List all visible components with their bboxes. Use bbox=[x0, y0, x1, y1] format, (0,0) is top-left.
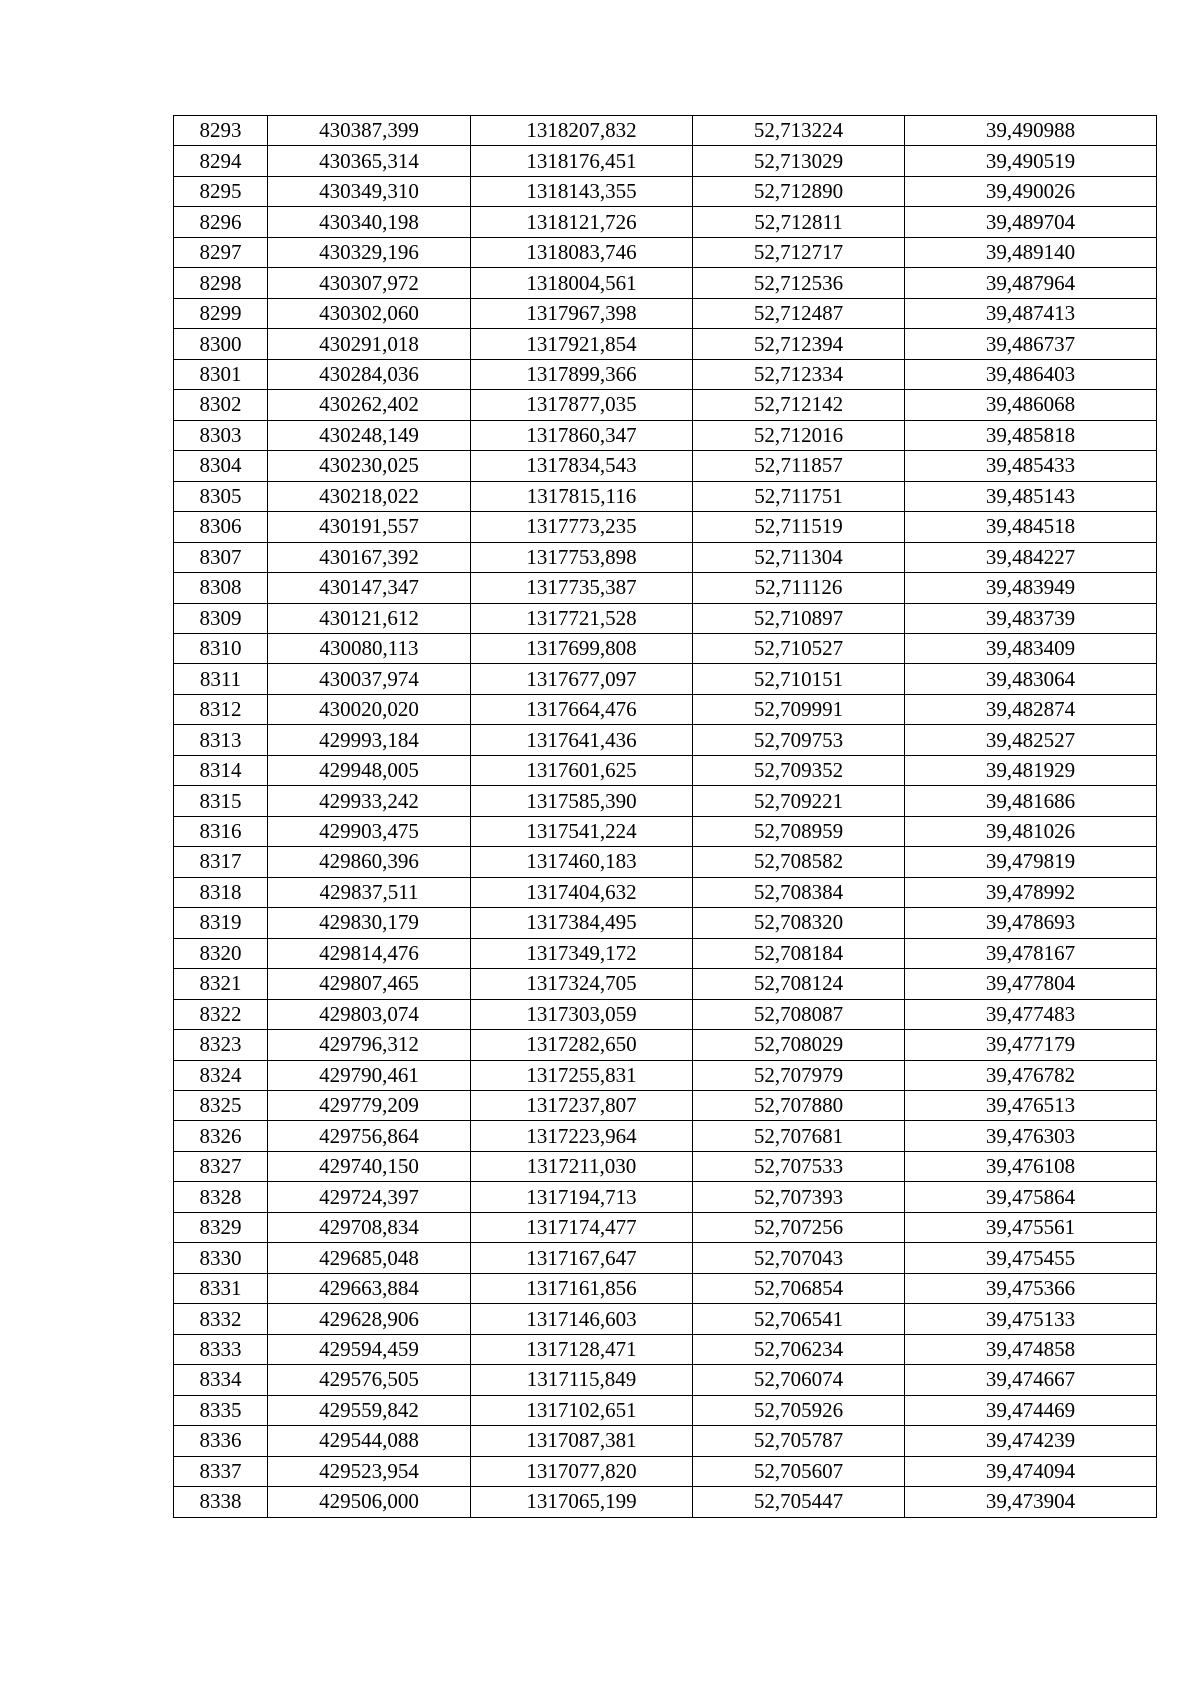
latitude-cell: 52,707979 bbox=[693, 1060, 905, 1090]
longitude-cell: 39,485818 bbox=[905, 420, 1157, 450]
y-coordinate-cell: 1317834,543 bbox=[471, 451, 693, 481]
longitude-cell: 39,487413 bbox=[905, 298, 1157, 328]
latitude-cell: 52,711126 bbox=[693, 573, 905, 603]
longitude-cell: 39,474239 bbox=[905, 1426, 1157, 1456]
x-coordinate-cell: 429628,906 bbox=[268, 1304, 471, 1334]
y-coordinate-cell: 1317282,650 bbox=[471, 1030, 693, 1060]
longitude-cell: 39,474667 bbox=[905, 1365, 1157, 1395]
y-coordinate-cell: 1317194,713 bbox=[471, 1182, 693, 1212]
y-coordinate-cell: 1317087,381 bbox=[471, 1426, 693, 1456]
y-coordinate-cell: 1318143,355 bbox=[471, 176, 693, 206]
table-row bbox=[174, 938, 1157, 968]
table-row bbox=[174, 390, 1157, 420]
y-coordinate-cell: 1317664,476 bbox=[471, 694, 693, 724]
latitude-cell: 52,708959 bbox=[693, 816, 905, 846]
latitude-cell: 52,706234 bbox=[693, 1334, 905, 1364]
point-number-cell: 8324 bbox=[174, 1060, 268, 1090]
x-coordinate-cell: 429708,834 bbox=[268, 1212, 471, 1242]
point-number-cell: 8326 bbox=[174, 1121, 268, 1151]
point-number-cell: 8330 bbox=[174, 1243, 268, 1273]
y-coordinate-cell: 1317735,387 bbox=[471, 573, 693, 603]
table-row bbox=[174, 573, 1157, 603]
latitude-cell: 52,705926 bbox=[693, 1395, 905, 1425]
point-number-cell: 8314 bbox=[174, 755, 268, 785]
point-number-cell: 8327 bbox=[174, 1151, 268, 1181]
y-coordinate-cell: 1318207,832 bbox=[471, 116, 693, 146]
longitude-cell: 39,478693 bbox=[905, 908, 1157, 938]
longitude-cell: 39,485433 bbox=[905, 451, 1157, 481]
longitude-cell: 39,478167 bbox=[905, 938, 1157, 968]
x-coordinate-cell: 430307,972 bbox=[268, 268, 471, 298]
latitude-cell: 52,708582 bbox=[693, 847, 905, 877]
longitude-cell: 39,476513 bbox=[905, 1091, 1157, 1121]
x-coordinate-cell: 429740,150 bbox=[268, 1151, 471, 1181]
y-coordinate-cell: 1317721,528 bbox=[471, 603, 693, 633]
latitude-cell: 52,707043 bbox=[693, 1243, 905, 1273]
latitude-cell: 52,711304 bbox=[693, 542, 905, 572]
table-row bbox=[174, 755, 1157, 785]
y-coordinate-cell: 1317128,471 bbox=[471, 1334, 693, 1364]
y-coordinate-cell: 1317601,625 bbox=[471, 755, 693, 785]
x-coordinate-cell: 430121,612 bbox=[268, 603, 471, 633]
point-number-cell: 8328 bbox=[174, 1182, 268, 1212]
table-row bbox=[174, 633, 1157, 663]
latitude-cell: 52,712394 bbox=[693, 329, 905, 359]
longitude-cell: 39,477804 bbox=[905, 969, 1157, 999]
y-coordinate-cell: 1317404,632 bbox=[471, 877, 693, 907]
latitude-cell: 52,712890 bbox=[693, 176, 905, 206]
y-coordinate-cell: 1317102,651 bbox=[471, 1395, 693, 1425]
longitude-cell: 39,487964 bbox=[905, 268, 1157, 298]
y-coordinate-cell: 1317255,831 bbox=[471, 1060, 693, 1090]
x-coordinate-cell: 429933,242 bbox=[268, 786, 471, 816]
table-row bbox=[174, 1060, 1157, 1090]
point-number-cell: 8322 bbox=[174, 999, 268, 1029]
longitude-cell: 39,474858 bbox=[905, 1334, 1157, 1364]
latitude-cell: 52,708029 bbox=[693, 1030, 905, 1060]
table-row bbox=[174, 512, 1157, 542]
point-number-cell: 8337 bbox=[174, 1456, 268, 1486]
latitude-cell: 52,709991 bbox=[693, 694, 905, 724]
point-number-cell: 8317 bbox=[174, 847, 268, 877]
longitude-cell: 39,474469 bbox=[905, 1395, 1157, 1425]
table-row bbox=[174, 451, 1157, 481]
latitude-cell: 52,711751 bbox=[693, 481, 905, 511]
latitude-cell: 52,705607 bbox=[693, 1456, 905, 1486]
y-coordinate-cell: 1317921,854 bbox=[471, 329, 693, 359]
x-coordinate-cell: 429814,476 bbox=[268, 938, 471, 968]
x-coordinate-cell: 430248,149 bbox=[268, 420, 471, 450]
latitude-cell: 52,713029 bbox=[693, 146, 905, 176]
longitude-cell: 39,489704 bbox=[905, 207, 1157, 237]
y-coordinate-cell: 1317303,059 bbox=[471, 999, 693, 1029]
point-number-cell: 8325 bbox=[174, 1091, 268, 1121]
point-number-cell: 8310 bbox=[174, 633, 268, 663]
y-coordinate-cell: 1317077,820 bbox=[471, 1456, 693, 1486]
latitude-cell: 52,705787 bbox=[693, 1426, 905, 1456]
x-coordinate-cell: 429803,074 bbox=[268, 999, 471, 1029]
longitude-cell: 39,486403 bbox=[905, 359, 1157, 389]
x-coordinate-cell: 430167,392 bbox=[268, 542, 471, 572]
y-coordinate-cell: 1317384,495 bbox=[471, 908, 693, 938]
point-number-cell: 8323 bbox=[174, 1030, 268, 1060]
longitude-cell: 39,475366 bbox=[905, 1273, 1157, 1303]
y-coordinate-cell: 1317967,398 bbox=[471, 298, 693, 328]
x-coordinate-cell: 429903,475 bbox=[268, 816, 471, 846]
longitude-cell: 39,476108 bbox=[905, 1151, 1157, 1181]
x-coordinate-cell: 429523,954 bbox=[268, 1456, 471, 1486]
latitude-cell: 52,709352 bbox=[693, 755, 905, 785]
y-coordinate-cell: 1317641,436 bbox=[471, 725, 693, 755]
coordinates-table bbox=[173, 115, 1157, 1518]
latitude-cell: 52,712487 bbox=[693, 298, 905, 328]
latitude-cell: 52,707533 bbox=[693, 1151, 905, 1181]
y-coordinate-cell: 1317324,705 bbox=[471, 969, 693, 999]
longitude-cell: 39,478992 bbox=[905, 877, 1157, 907]
x-coordinate-cell: 430191,557 bbox=[268, 512, 471, 542]
table-row bbox=[174, 725, 1157, 755]
longitude-cell: 39,475455 bbox=[905, 1243, 1157, 1273]
latitude-cell: 52,707256 bbox=[693, 1212, 905, 1242]
x-coordinate-cell: 429594,459 bbox=[268, 1334, 471, 1364]
latitude-cell: 52,708384 bbox=[693, 877, 905, 907]
longitude-cell: 39,486068 bbox=[905, 390, 1157, 420]
table-row bbox=[174, 542, 1157, 572]
x-coordinate-cell: 429685,048 bbox=[268, 1243, 471, 1273]
latitude-cell: 52,709753 bbox=[693, 725, 905, 755]
table-row bbox=[174, 1304, 1157, 1334]
latitude-cell: 52,712717 bbox=[693, 237, 905, 267]
point-number-cell: 8307 bbox=[174, 542, 268, 572]
point-number-cell: 8319 bbox=[174, 908, 268, 938]
longitude-cell: 39,483949 bbox=[905, 573, 1157, 603]
x-coordinate-cell: 429506,000 bbox=[268, 1487, 471, 1517]
latitude-cell: 52,707880 bbox=[693, 1091, 905, 1121]
point-number-cell: 8294 bbox=[174, 146, 268, 176]
point-number-cell: 8293 bbox=[174, 116, 268, 146]
x-coordinate-cell: 429576,505 bbox=[268, 1365, 471, 1395]
point-number-cell: 8296 bbox=[174, 207, 268, 237]
latitude-cell: 52,712811 bbox=[693, 207, 905, 237]
coordinates-table-body bbox=[174, 116, 1157, 1518]
table-row bbox=[174, 237, 1157, 267]
y-coordinate-cell: 1317815,116 bbox=[471, 481, 693, 511]
table-row bbox=[174, 1273, 1157, 1303]
x-coordinate-cell: 430291,018 bbox=[268, 329, 471, 359]
point-number-cell: 8321 bbox=[174, 969, 268, 999]
latitude-cell: 52,706541 bbox=[693, 1304, 905, 1334]
x-coordinate-cell: 430365,314 bbox=[268, 146, 471, 176]
x-coordinate-cell: 430218,022 bbox=[268, 481, 471, 511]
x-coordinate-cell: 429790,461 bbox=[268, 1060, 471, 1090]
longitude-cell: 39,475864 bbox=[905, 1182, 1157, 1212]
longitude-cell: 39,477179 bbox=[905, 1030, 1157, 1060]
x-coordinate-cell: 429544,088 bbox=[268, 1426, 471, 1456]
table-row bbox=[174, 1182, 1157, 1212]
longitude-cell: 39,481026 bbox=[905, 816, 1157, 846]
longitude-cell: 39,490026 bbox=[905, 176, 1157, 206]
table-row bbox=[174, 786, 1157, 816]
table-row bbox=[174, 1395, 1157, 1425]
point-number-cell: 8295 bbox=[174, 176, 268, 206]
y-coordinate-cell: 1317065,199 bbox=[471, 1487, 693, 1517]
table-row bbox=[174, 603, 1157, 633]
table-row bbox=[174, 268, 1157, 298]
longitude-cell: 39,482874 bbox=[905, 694, 1157, 724]
x-coordinate-cell: 430080,113 bbox=[268, 633, 471, 663]
point-number-cell: 8305 bbox=[174, 481, 268, 511]
y-coordinate-cell: 1318004,561 bbox=[471, 268, 693, 298]
latitude-cell: 52,708184 bbox=[693, 938, 905, 968]
point-number-cell: 8304 bbox=[174, 451, 268, 481]
latitude-cell: 52,708087 bbox=[693, 999, 905, 1029]
y-coordinate-cell: 1317541,224 bbox=[471, 816, 693, 846]
latitude-cell: 52,711519 bbox=[693, 512, 905, 542]
latitude-cell: 52,708124 bbox=[693, 969, 905, 999]
x-coordinate-cell: 429837,511 bbox=[268, 877, 471, 907]
longitude-cell: 39,483064 bbox=[905, 664, 1157, 694]
latitude-cell: 52,709221 bbox=[693, 786, 905, 816]
table-row bbox=[174, 1365, 1157, 1395]
table-row bbox=[174, 207, 1157, 237]
latitude-cell: 52,710527 bbox=[693, 633, 905, 663]
y-coordinate-cell: 1317860,347 bbox=[471, 420, 693, 450]
longitude-cell: 39,474094 bbox=[905, 1456, 1157, 1486]
table-row bbox=[174, 1212, 1157, 1242]
longitude-cell: 39,483409 bbox=[905, 633, 1157, 663]
table-row bbox=[174, 999, 1157, 1029]
table-row bbox=[174, 877, 1157, 907]
table-row bbox=[174, 1091, 1157, 1121]
point-number-cell: 8300 bbox=[174, 329, 268, 359]
point-number-cell: 8313 bbox=[174, 725, 268, 755]
x-coordinate-cell: 430037,974 bbox=[268, 664, 471, 694]
x-coordinate-cell: 430302,060 bbox=[268, 298, 471, 328]
point-number-cell: 8308 bbox=[174, 573, 268, 603]
y-coordinate-cell: 1318176,451 bbox=[471, 146, 693, 176]
table-row bbox=[174, 816, 1157, 846]
table-row bbox=[174, 359, 1157, 389]
table-row bbox=[174, 1030, 1157, 1060]
longitude-cell: 39,483739 bbox=[905, 603, 1157, 633]
y-coordinate-cell: 1317773,235 bbox=[471, 512, 693, 542]
y-coordinate-cell: 1317460,183 bbox=[471, 847, 693, 877]
latitude-cell: 52,705447 bbox=[693, 1487, 905, 1517]
y-coordinate-cell: 1317677,097 bbox=[471, 664, 693, 694]
latitude-cell: 52,710897 bbox=[693, 603, 905, 633]
table-row bbox=[174, 1243, 1157, 1273]
table-row bbox=[174, 329, 1157, 359]
y-coordinate-cell: 1317349,172 bbox=[471, 938, 693, 968]
point-number-cell: 8318 bbox=[174, 877, 268, 907]
table-row bbox=[174, 664, 1157, 694]
table-row bbox=[174, 298, 1157, 328]
y-coordinate-cell: 1317115,849 bbox=[471, 1365, 693, 1395]
point-number-cell: 8311 bbox=[174, 664, 268, 694]
y-coordinate-cell: 1318083,746 bbox=[471, 237, 693, 267]
longitude-cell: 39,489140 bbox=[905, 237, 1157, 267]
table-row bbox=[174, 969, 1157, 999]
point-number-cell: 8312 bbox=[174, 694, 268, 724]
latitude-cell: 52,711857 bbox=[693, 451, 905, 481]
longitude-cell: 39,473904 bbox=[905, 1487, 1157, 1517]
y-coordinate-cell: 1317753,898 bbox=[471, 542, 693, 572]
y-coordinate-cell: 1318121,726 bbox=[471, 207, 693, 237]
x-coordinate-cell: 430387,399 bbox=[268, 116, 471, 146]
longitude-cell: 39,479819 bbox=[905, 847, 1157, 877]
latitude-cell: 52,712142 bbox=[693, 390, 905, 420]
point-number-cell: 8299 bbox=[174, 298, 268, 328]
longitude-cell: 39,476303 bbox=[905, 1121, 1157, 1151]
point-number-cell: 8329 bbox=[174, 1212, 268, 1242]
point-number-cell: 8332 bbox=[174, 1304, 268, 1334]
latitude-cell: 52,707681 bbox=[693, 1121, 905, 1151]
point-number-cell: 8306 bbox=[174, 512, 268, 542]
longitude-cell: 39,484518 bbox=[905, 512, 1157, 542]
x-coordinate-cell: 430262,402 bbox=[268, 390, 471, 420]
x-coordinate-cell: 429663,884 bbox=[268, 1273, 471, 1303]
y-coordinate-cell: 1317146,603 bbox=[471, 1304, 693, 1334]
latitude-cell: 52,710151 bbox=[693, 664, 905, 694]
table-row bbox=[174, 116, 1157, 146]
point-number-cell: 8301 bbox=[174, 359, 268, 389]
y-coordinate-cell: 1317877,035 bbox=[471, 390, 693, 420]
y-coordinate-cell: 1317161,856 bbox=[471, 1273, 693, 1303]
point-number-cell: 8338 bbox=[174, 1487, 268, 1517]
x-coordinate-cell: 429779,209 bbox=[268, 1091, 471, 1121]
x-coordinate-cell: 429559,842 bbox=[268, 1395, 471, 1425]
longitude-cell: 39,475561 bbox=[905, 1212, 1157, 1242]
longitude-cell: 39,476782 bbox=[905, 1060, 1157, 1090]
table-row bbox=[174, 1456, 1157, 1486]
x-coordinate-cell: 429724,397 bbox=[268, 1182, 471, 1212]
point-number-cell: 8303 bbox=[174, 420, 268, 450]
table-row bbox=[174, 908, 1157, 938]
longitude-cell: 39,490519 bbox=[905, 146, 1157, 176]
y-coordinate-cell: 1317585,390 bbox=[471, 786, 693, 816]
table-row bbox=[174, 1487, 1157, 1517]
point-number-cell: 8297 bbox=[174, 237, 268, 267]
longitude-cell: 39,485143 bbox=[905, 481, 1157, 511]
table-row bbox=[174, 847, 1157, 877]
table-row bbox=[174, 1426, 1157, 1456]
y-coordinate-cell: 1317899,366 bbox=[471, 359, 693, 389]
x-coordinate-cell: 429860,396 bbox=[268, 847, 471, 877]
x-coordinate-cell: 430340,198 bbox=[268, 207, 471, 237]
latitude-cell: 52,712536 bbox=[693, 268, 905, 298]
table-row bbox=[174, 176, 1157, 206]
y-coordinate-cell: 1317174,477 bbox=[471, 1212, 693, 1242]
latitude-cell: 52,708320 bbox=[693, 908, 905, 938]
x-coordinate-cell: 429948,005 bbox=[268, 755, 471, 785]
latitude-cell: 52,712016 bbox=[693, 420, 905, 450]
x-coordinate-cell: 430349,310 bbox=[268, 176, 471, 206]
point-number-cell: 8309 bbox=[174, 603, 268, 633]
x-coordinate-cell: 430147,347 bbox=[268, 573, 471, 603]
y-coordinate-cell: 1317237,807 bbox=[471, 1091, 693, 1121]
y-coordinate-cell: 1317699,808 bbox=[471, 633, 693, 663]
point-number-cell: 8335 bbox=[174, 1395, 268, 1425]
longitude-cell: 39,481686 bbox=[905, 786, 1157, 816]
x-coordinate-cell: 429807,465 bbox=[268, 969, 471, 999]
longitude-cell: 39,486737 bbox=[905, 329, 1157, 359]
longitude-cell: 39,490988 bbox=[905, 116, 1157, 146]
x-coordinate-cell: 430230,025 bbox=[268, 451, 471, 481]
latitude-cell: 52,707393 bbox=[693, 1182, 905, 1212]
table-row bbox=[174, 1334, 1157, 1364]
longitude-cell: 39,475133 bbox=[905, 1304, 1157, 1334]
table-row bbox=[174, 1121, 1157, 1151]
longitude-cell: 39,482527 bbox=[905, 725, 1157, 755]
longitude-cell: 39,481929 bbox=[905, 755, 1157, 785]
latitude-cell: 52,712334 bbox=[693, 359, 905, 389]
latitude-cell: 52,706074 bbox=[693, 1365, 905, 1395]
table-row bbox=[174, 1151, 1157, 1181]
point-number-cell: 8298 bbox=[174, 268, 268, 298]
y-coordinate-cell: 1317211,030 bbox=[471, 1151, 693, 1181]
point-number-cell: 8302 bbox=[174, 390, 268, 420]
point-number-cell: 8334 bbox=[174, 1365, 268, 1395]
latitude-cell: 52,706854 bbox=[693, 1273, 905, 1303]
table-row bbox=[174, 694, 1157, 724]
x-coordinate-cell: 430284,036 bbox=[268, 359, 471, 389]
x-coordinate-cell: 429993,184 bbox=[268, 725, 471, 755]
x-coordinate-cell: 430329,196 bbox=[268, 237, 471, 267]
x-coordinate-cell: 429756,864 bbox=[268, 1121, 471, 1151]
longitude-cell: 39,484227 bbox=[905, 542, 1157, 572]
latitude-cell: 52,713224 bbox=[693, 116, 905, 146]
point-number-cell: 8320 bbox=[174, 938, 268, 968]
point-number-cell: 8333 bbox=[174, 1334, 268, 1364]
point-number-cell: 8315 bbox=[174, 786, 268, 816]
table-row bbox=[174, 481, 1157, 511]
x-coordinate-cell: 429830,179 bbox=[268, 908, 471, 938]
y-coordinate-cell: 1317167,647 bbox=[471, 1243, 693, 1273]
point-number-cell: 8336 bbox=[174, 1426, 268, 1456]
table-row bbox=[174, 420, 1157, 450]
table-row bbox=[174, 146, 1157, 176]
x-coordinate-cell: 429796,312 bbox=[268, 1030, 471, 1060]
x-coordinate-cell: 430020,020 bbox=[268, 694, 471, 724]
y-coordinate-cell: 1317223,964 bbox=[471, 1121, 693, 1151]
point-number-cell: 8331 bbox=[174, 1273, 268, 1303]
longitude-cell: 39,477483 bbox=[905, 999, 1157, 1029]
point-number-cell: 8316 bbox=[174, 816, 268, 846]
